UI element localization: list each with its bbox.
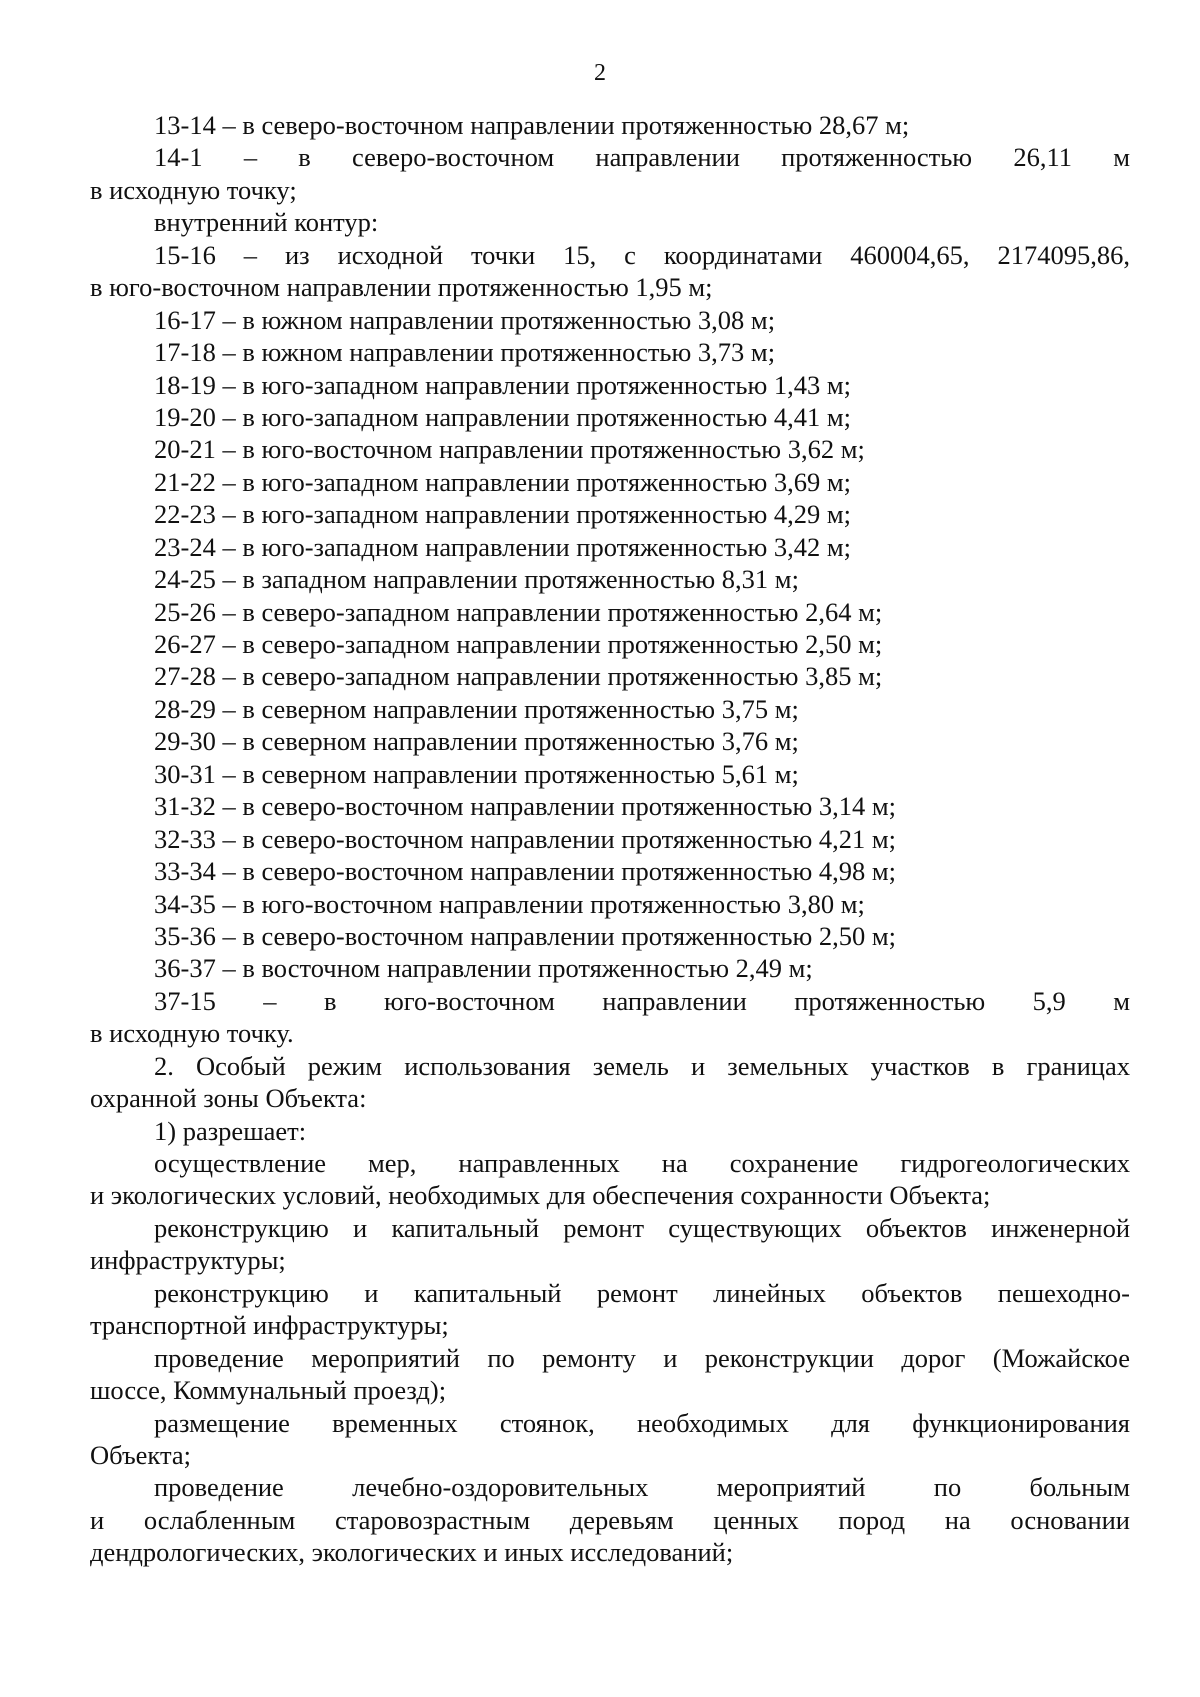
text-line: транспортной инфраструктуры; xyxy=(90,1310,449,1341)
text-line: проведение мероприятий по ремонту и реконструкции дорог (Можайское xyxy=(154,1342,1130,1373)
text-line: шоссе, Коммунальный проезд); xyxy=(90,1375,447,1406)
text-line: 35-36 – в северо-восточном направлении протяженностью 2,50 м; xyxy=(154,920,897,951)
text-line: 27-28 – в северо-западном направлении протяженностью 3,85 м; xyxy=(154,661,883,692)
text-line: в юго-восточном направлении протяженностью 1,95 м; xyxy=(90,272,713,303)
text-line: 18-19 – в юго-западном направлении протяженностью 1,43 м; xyxy=(154,369,852,400)
text-line: в исходную точку. xyxy=(90,1018,294,1049)
text-line: 15-16 – из исходной точки 15, с координатами 460004,65, 2174095,86, xyxy=(154,239,1130,270)
text-line: 29-30 – в северном направлении протяженностью 3,76 м; xyxy=(154,726,799,757)
text-line: 37-15 – в юго-восточном направлении протяженностью 5,9 м xyxy=(154,985,1130,1016)
text-line: 13-14 – в северо-восточном направлении протяженностью 28,67 м; xyxy=(154,110,910,140)
text-line: 2. Особый режим использования земель и земельных участков в границах xyxy=(154,1050,1130,1081)
text-line: 19-20 – в юго-западном направлении протяженностью 4,41 м; xyxy=(154,401,852,432)
text-line: реконструкцию и капитальный ремонт существующих объектов инженерной xyxy=(154,1212,1130,1243)
document-body xyxy=(90,109,1130,1569)
page-number: 2 xyxy=(594,60,606,86)
text-line: 32-33 – в северо-восточном направлении протяженностью 4,21 м; xyxy=(154,823,897,854)
text-line: 36-37 – в восточном направлении протяженностью 2,49 м; xyxy=(154,953,813,984)
text-line: 20-21 – в юго-восточном направлении протяженностью 3,62 м; xyxy=(154,434,865,465)
text-line: 14-1 – в северо-восточном направлении протяженностью 26,11 м xyxy=(154,142,1130,173)
text-line: инфраструктуры; xyxy=(90,1245,286,1276)
text-line: охранной зоны Объекта: xyxy=(90,1083,367,1114)
text-line: реконструкцию и капитальный ремонт линейных объектов пешеходно- xyxy=(154,1277,1130,1308)
text-line: проведение лечебно-оздоровительных мероприятий по больным xyxy=(154,1472,1130,1503)
text-line: осуществление мер, направленных на сохранение гидрогеологических xyxy=(154,1148,1130,1178)
text-line: 1) разрешает: xyxy=(154,1115,307,1146)
text-line: 31-32 – в северо-восточном направлении протяженностью 3,14 м; xyxy=(154,791,897,822)
text-line: 25-26 – в северо-западном направлении протяженностью 2,64 м; xyxy=(154,596,883,627)
text-line: 22-23 – в юго-западном направлении протяженностью 4,29 м; xyxy=(154,499,852,530)
text-line: 21-22 – в юго-западном направлении протяженностью 3,69 м; xyxy=(154,466,852,497)
text-line: 28-29 – в северном направлении протяженностью 3,75 м; xyxy=(154,693,799,724)
text-line: 34-35 – в юго-восточном направлении протяженностью 3,80 м; xyxy=(154,888,865,919)
text-line: Объекта; xyxy=(90,1439,191,1470)
text-line: внутренний контур: xyxy=(154,207,379,238)
text-line: и экологических условий, необходимых для обеспечения сохранности Объекта; xyxy=(90,1180,991,1211)
text-line: 24-25 – в западном направлении протяженностью 8,31 м; xyxy=(154,564,799,595)
text-line: 17-18 – в южном направлении протяженностью 3,73 м; xyxy=(154,337,776,368)
text-line: 30-31 – в северном направлении протяженностью 5,61 м; xyxy=(154,758,799,789)
text-line: 26-27 – в северо-западном направлении протяженностью 2,50 м; xyxy=(154,629,883,659)
text-line: 16-17 – в южном направлении протяженностью 3,08 м; xyxy=(154,304,776,335)
text-line: 33-34 – в северо-восточном направлении протяженностью 4,98 м; xyxy=(154,856,897,887)
text-line: размещение временных стоянок, необходимых для функционирования xyxy=(154,1407,1130,1438)
text-line: в исходную точку; xyxy=(90,174,297,205)
text-line: и ослабленным старовозрастным деревьям ценных пород на основании xyxy=(90,1504,1130,1535)
text-line: 23-24 – в юго-западном направлении протяженностью 3,42 м; xyxy=(154,531,852,562)
text-line: дендрологических, экологических и иных исследований; xyxy=(90,1537,734,1568)
